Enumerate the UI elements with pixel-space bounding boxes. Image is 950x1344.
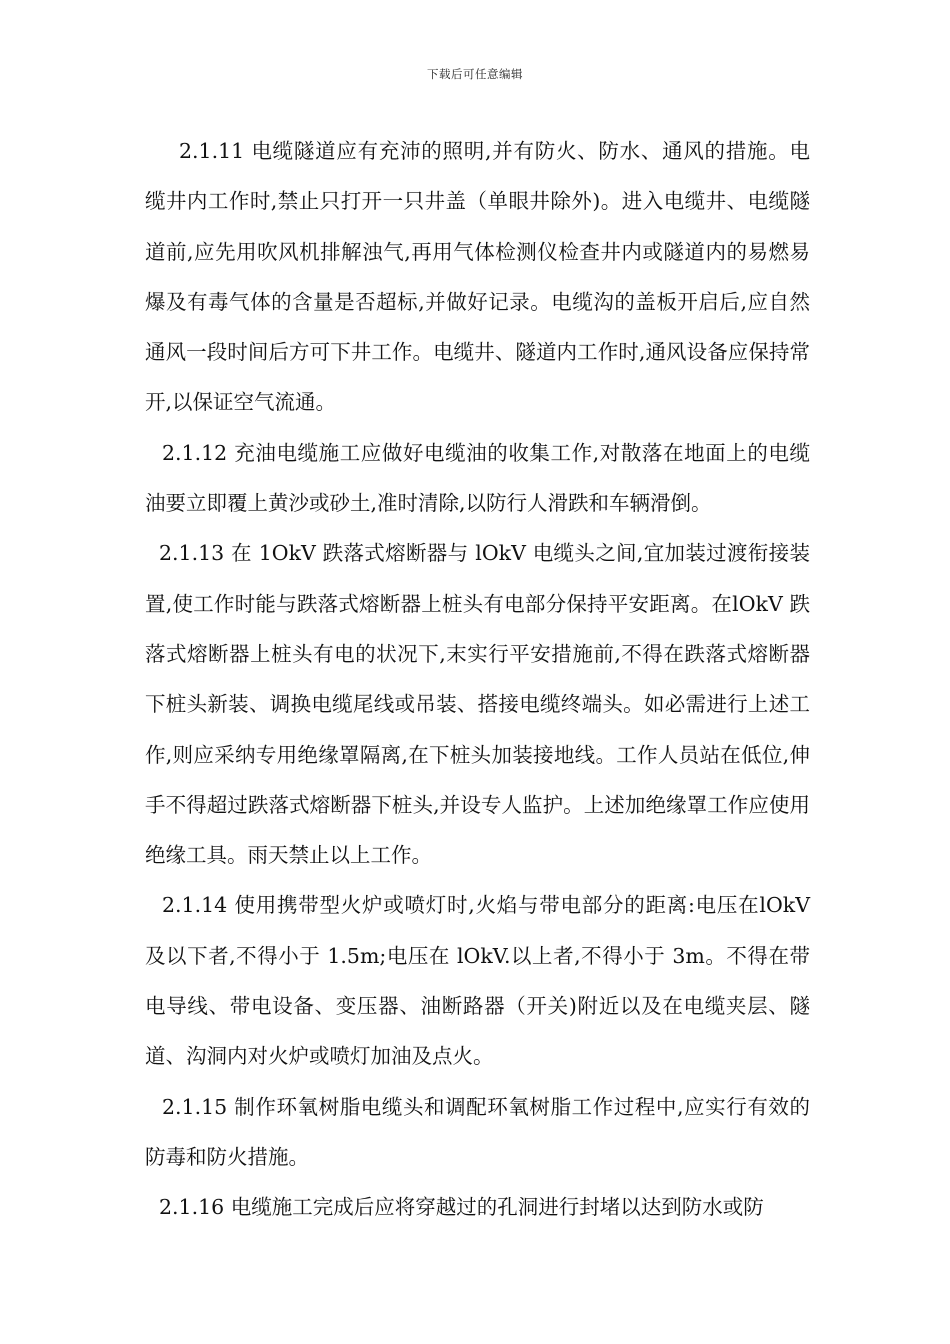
paragraph-2-1-16: 2.1.16 电缆施工完成后应将穿越过的孔洞进行封堵以达到防水或防 bbox=[159, 1195, 764, 1220]
paragraph-2-1-13: 2.1.13 在 1OkV 跌落式熔断器与 lOkV 电缆头之间,宜加装过渡衔接装置,使工作时能与跌落式熔断器上桩头有电部分保持平安距离。在lOkV 跌落式熔断器上桩头有电的状况下,末实行平安措施前,不得在跌落式熔断器下桩头新装、调换电缆尾线或吊装、搭接电缆终端头。如必需进行上述工作,则应采纳专用绝缘罩隔离,在下桩头加装接地线。工作人员站在低位,伸手不得超过跌落式熔断器下桩头,并设专人监护。上述加绝缘罩工作应使用绝缘工具。雨天禁止以上工作。 bbox=[145, 541, 810, 868]
paragraph-2-1-11: 2.1.11 电缆隧道应有充沛的照明,并有防火、防水、通风的措施。电缆井内工作时,禁止只打开一只井盖（单眼井除外)。进入电缆井、电缆隧道前,应先用吹风机排解浊气,再用气体检测仪检查井内或隧道内的易燃易爆及有毒气体的含量是否超标,并做好记录。电缆沟的盖板开启后,应自然通风一段时间后方可下井工作。电缆井、隧道内工作时,通风设备应保持常开,以保证空气流通。 bbox=[145, 139, 810, 415]
document-body bbox=[145, 126, 810, 1233]
page-header: 下载后可任意编辑 bbox=[427, 67, 523, 81]
paragraph-2-1-12: 2.1.12 充油电缆施工应做好电缆油的收集工作,对散落在地面上的电缆油要立即覆上黄沙或砂土,准时清除,以防行人滑跌和车辆滑倒。 bbox=[145, 440, 810, 516]
paragraph-2-1-14: 2.1.14 使用携带型火炉或喷灯时,火焰与带电部分的距离:电压在lOkV 及以下者,不得小于 1.5m;电压在 lOkV.以上者,不得小于 3m。不得在带电导线、带电设备、变压器、油断路器（开关)附近以及在电缆夹层、隧道、沟洞内对火炉或喷灯加油及点火。 bbox=[145, 893, 810, 1069]
paragraph-2-1-15: 2.1.15 制作环氧树脂电缆头和调配环氧树脂工作过程中,应实行有效的防毒和防火措施。 bbox=[145, 1094, 810, 1169]
